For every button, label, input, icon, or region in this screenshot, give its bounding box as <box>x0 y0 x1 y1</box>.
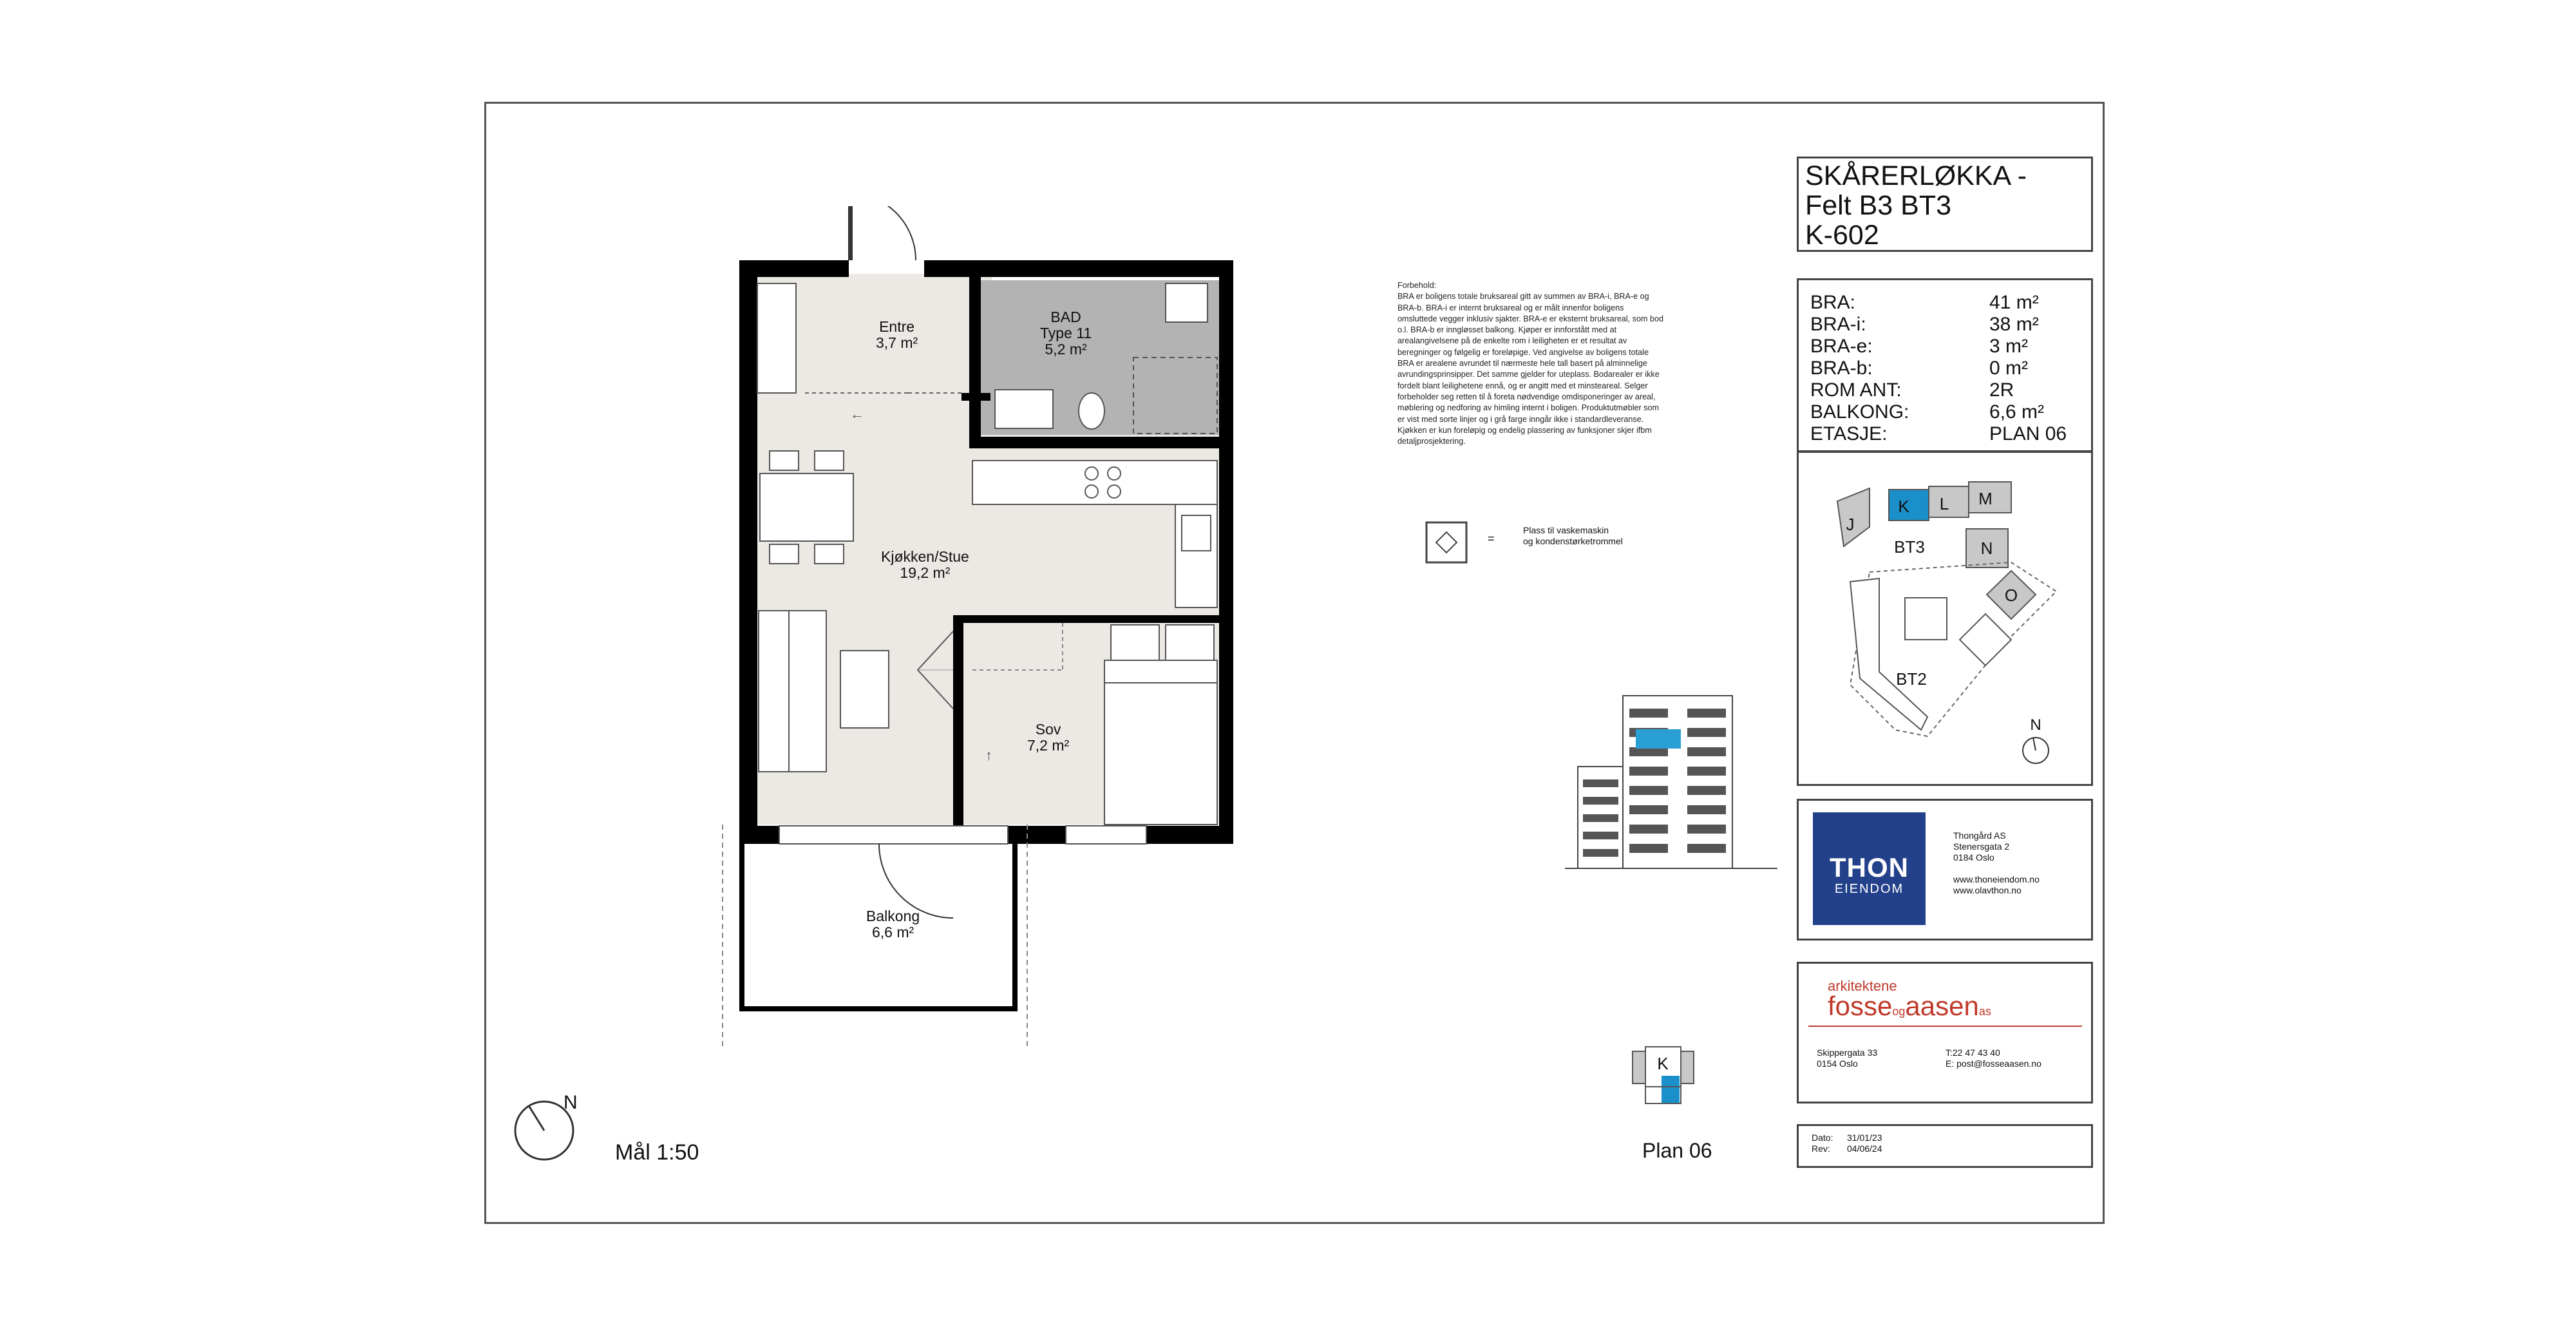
architect-logo: fosseogaasenas <box>1828 991 1991 1021</box>
sofa <box>759 611 826 772</box>
facade-balcony <box>1687 709 1726 718</box>
architect-rule <box>1808 1026 2082 1027</box>
logo-bottom: EIENDOM <box>1834 882 1904 896</box>
room-name: Kjøkken/Stue <box>881 548 969 565</box>
toilet <box>1079 393 1104 429</box>
facade-balcony <box>1687 728 1726 737</box>
entrance-door-leaf <box>849 206 853 260</box>
bed <box>1104 660 1217 825</box>
room-area: 19,2 m² <box>900 564 951 581</box>
label-o: O <box>2004 586 2018 605</box>
legend-text: Plass til vaskemaskin og kondenstørketrommel <box>1523 525 1623 546</box>
date-box <box>1797 1124 2093 1168</box>
washing-machine-icon <box>1425 521 1470 566</box>
spec-row: BRA-b: 0 m² <box>1810 358 2028 379</box>
facade-balcony <box>1583 849 1618 857</box>
specs-box <box>1797 278 2093 452</box>
facade-balcony <box>1687 844 1726 853</box>
developer-box <box>1797 799 2093 941</box>
label-m: M <box>1978 489 1993 508</box>
facade-balcony <box>1583 832 1618 839</box>
label-k: K <box>1898 497 1909 516</box>
room-sov <box>1027 721 1069 754</box>
room-type: Type 11 <box>1040 325 1092 341</box>
project-title: SKÅRERLØKKA - Felt B3 BT3 K-602 <box>1805 160 2027 251</box>
spec-row: BRA-e: 3 m² <box>1810 336 2028 357</box>
wall-entre-south <box>961 393 990 401</box>
wall-south-a <box>739 826 779 844</box>
legend-equals: = <box>1488 532 1495 545</box>
spec-row: BRA: 41 m² <box>1810 292 2039 313</box>
disclaimer-heading: Forbehold: <box>1397 281 1437 290</box>
balcony-rail-east <box>1012 844 1018 1011</box>
room-entre <box>876 319 918 351</box>
bt2-block <box>1905 598 1947 640</box>
entrance-door-swing <box>849 206 916 260</box>
highlighted-apartment <box>1636 729 1681 749</box>
title-box <box>1797 157 2093 252</box>
room-balkong <box>866 908 920 941</box>
spec-row: BALKONG: 6,6 m² <box>1810 401 2045 423</box>
wall-bedroom-north <box>953 615 1224 623</box>
wall-south-c <box>1146 826 1233 844</box>
facade-balcony <box>1687 805 1726 814</box>
room-name: Entre <box>879 318 915 335</box>
architect-box <box>1797 962 2093 1103</box>
label-l: L <box>1939 494 1949 513</box>
arrow-glyph: ← <box>850 406 864 422</box>
architect-contact: T:22 47 43 40 E: post@fosseaasen.no <box>1946 1047 2041 1069</box>
spec-row: BRA-i: 38 m² <box>1810 314 2039 335</box>
plan-caption: Plan 06 <box>1642 1139 1712 1162</box>
key-plan-label: K <box>1657 1054 1669 1073</box>
room-kjokken <box>881 549 969 581</box>
facade-balcony <box>1687 767 1726 776</box>
svg-text:↑: ↑ <box>985 747 992 763</box>
wall-east <box>1219 260 1233 844</box>
date-values: 31/01/23 04/06/24 <box>1847 1132 1882 1154</box>
south-window <box>1066 826 1146 844</box>
wall-south-b <box>1008 826 1066 844</box>
pillow <box>1166 625 1214 660</box>
floor-plan <box>708 206 1275 1069</box>
chair <box>770 544 799 564</box>
label-bt3: BT3 <box>1894 537 1925 557</box>
room-bad <box>1040 309 1092 358</box>
facade-balcony <box>1583 797 1618 805</box>
facade-balcony <box>1629 709 1668 718</box>
bt2-block <box>1960 614 2011 665</box>
spec-row: ROM ANT: 2R <box>1810 379 2014 401</box>
facade-balcony <box>1629 767 1668 776</box>
spec-row: ETASJE: PLAN 06 <box>1810 423 2067 444</box>
key-plan <box>1629 1044 1700 1114</box>
facade-balcony <box>1583 779 1618 787</box>
facade-balcony <box>1629 844 1668 853</box>
coffee-table <box>840 651 889 728</box>
balcony-rail-west <box>739 844 744 1011</box>
label-bt2: BT2 <box>1896 669 1927 689</box>
site-map <box>1799 453 2091 784</box>
wall-north-left <box>739 260 849 277</box>
label-j: J <box>1846 515 1855 534</box>
disclaimer: Forbehold: BRA er boligens totale bruksareal gitt av summen av BRA-i, BRA-e og BRA-b. BRA-i er internt bruksareal og er målt innenfor boligens omsluttede vegger inklusiv sjakter. BRA-e er eksternt bruksareal, som bod o.l. BRA-b er inngløsset balkong. Kjøper er innforstått med at arealangivelsene på de enkelte rom i leiligheten er et resultat av beregninger og følgelig er foreløpige. Ved angivelse av boligens totale BRA er arealene avrundet til nærmeste hele tall basert på alminnelige avrundingsprinsipper. Det samme gjelder for uteplass. Bodarealer er ikke fordelt blant leilighetene ennå, og er angitt med et minsteareal. Selger forbeholder seg retten til å foreta nødvendige omdisponeringer av areal, møblering og nedforing av himling internt i boligen. Produktutmøbler som er vist med sorte linjer og i grå farge inngår ikke i standardleveranse. Kjøkken er kun foreløpig og endelig plassering av funksjoner skjer ifbm detaljprosjektering. <box>1397 280 1681 447</box>
room-area: 5,2 m² <box>1045 341 1087 358</box>
label-n: N <box>1980 539 1993 558</box>
north-label: N <box>564 1092 578 1113</box>
facade-balcony <box>1687 825 1726 834</box>
developer-address: Thongård AS Stenersgata 2 0184 Oslo www.thoneiendom.no www.olavthon.no <box>1953 830 2040 895</box>
date-labels: Dato: Rev: <box>1812 1132 1833 1154</box>
room-name: Balkong <box>866 908 920 924</box>
site-map-box <box>1797 451 2093 786</box>
wardrobe <box>757 283 796 393</box>
facade-balcony <box>1687 786 1726 795</box>
facade-balcony <box>1583 814 1618 822</box>
dining-table <box>760 473 853 541</box>
logo-top: THON <box>1830 852 1909 883</box>
room-area: 6,6 m² <box>871 924 914 941</box>
kitchen-counter <box>972 461 1217 504</box>
washing-machine-spot <box>1166 283 1208 322</box>
scale-label: Mål 1:50 <box>615 1140 699 1165</box>
south-window <box>779 826 1008 844</box>
wall-bath-south <box>969 437 1230 448</box>
room-area: 3,7 m² <box>876 334 918 351</box>
site-north-label: N <box>2030 716 2041 734</box>
facade-balcony <box>1629 786 1668 795</box>
kitchen-sink <box>1182 515 1211 551</box>
facade-balcony <box>1629 747 1668 756</box>
architect-top: arkitektene <box>1828 978 1897 994</box>
wall-bedroom-west <box>953 618 963 826</box>
facade-elevation <box>1565 683 1777 876</box>
room-name: Sov <box>1035 721 1061 738</box>
wall-bath-west <box>969 274 981 448</box>
room-area: 7,2 m² <box>1027 737 1070 754</box>
thon-logo <box>1813 812 1926 925</box>
architect-address: Skippergata 33 0154 Oslo <box>1817 1047 1878 1069</box>
balcony-rail-south <box>739 1006 1018 1011</box>
facade-balcony <box>1687 747 1726 756</box>
facade-balcony <box>1629 805 1668 814</box>
chair <box>815 451 844 470</box>
room-name: BAD <box>1050 309 1081 325</box>
chair <box>815 544 844 564</box>
bathroom-sink <box>995 390 1053 428</box>
chair <box>770 451 799 470</box>
wall-west <box>739 260 757 844</box>
facade-balcony <box>1629 825 1668 834</box>
pillow <box>1111 625 1159 660</box>
